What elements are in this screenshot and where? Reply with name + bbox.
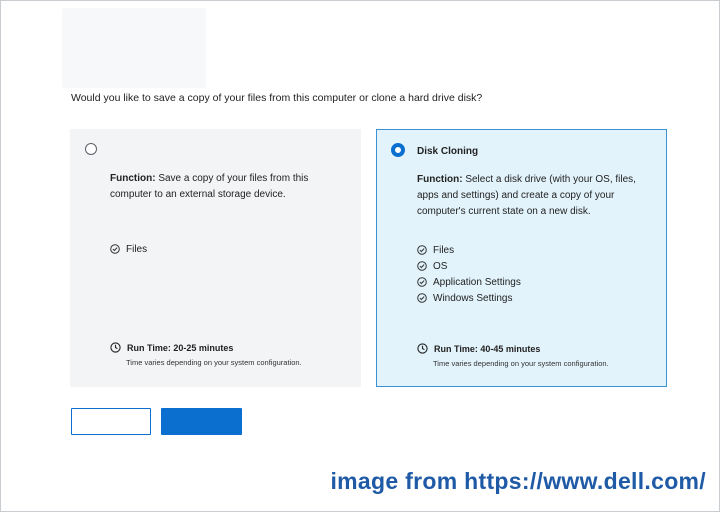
option-function-disk-cloning [417, 172, 657, 220]
feature-item [417, 274, 521, 290]
feature-item [417, 290, 521, 306]
runtime-backup [110, 342, 233, 353]
option-function-backup [110, 171, 350, 203]
check-circle-icon [417, 277, 427, 287]
feature-label: OS [433, 260, 448, 272]
check-circle-icon [417, 245, 427, 255]
runtime-note-disk-cloning: Time varies depending on your system configuration. [433, 359, 609, 368]
feature-list-disk-cloning [417, 242, 521, 306]
header-logo-blurred [62, 8, 206, 88]
radio-disk-cloning[interactable] [391, 143, 405, 157]
runtime-label: Run Time: 40-45 minutes [434, 343, 541, 354]
runtime-label: Run Time: 20-25 minutes [127, 342, 234, 353]
option-card-backup[interactable] [70, 129, 361, 387]
function-label: Function: [110, 173, 156, 184]
function-text: Select a disk drive (with your OS, files, apps and settings) and create a copy of your computer's current state on a new disk. [417, 174, 636, 217]
function-label: Function: [417, 174, 463, 185]
clock-icon [110, 342, 121, 353]
radio-backup[interactable] [85, 143, 97, 155]
runtime-disk-cloning [417, 343, 540, 354]
check-circle-icon [417, 261, 427, 271]
feature-item [110, 241, 147, 257]
feature-label: Files [433, 244, 455, 256]
back-button[interactable] [71, 408, 151, 435]
feature-item [417, 242, 521, 258]
feature-item [417, 258, 521, 274]
feature-label: Files [126, 243, 148, 255]
runtime-note-backup: Time varies depending on your system configuration. [126, 358, 302, 367]
backup-question: Would you like to save a copy of your files from this computer or clone a hard drive disk? [71, 92, 483, 104]
option-card-disk-cloning[interactable] [376, 129, 667, 387]
image-credit: image from https://www.dell.com/ [330, 468, 706, 494]
feature-list-backup [110, 241, 147, 257]
function-text: Save a copy of your files from this computer to an external storage device. [110, 173, 309, 200]
next-button[interactable] [161, 408, 242, 435]
check-circle-icon [110, 244, 120, 254]
clock-icon [417, 343, 428, 354]
feature-label: Application Settings [433, 276, 521, 288]
feature-label: Windows Settings [433, 292, 513, 304]
option-title-disk-cloning: Disk Cloning [417, 146, 479, 157]
check-circle-icon [417, 293, 427, 303]
